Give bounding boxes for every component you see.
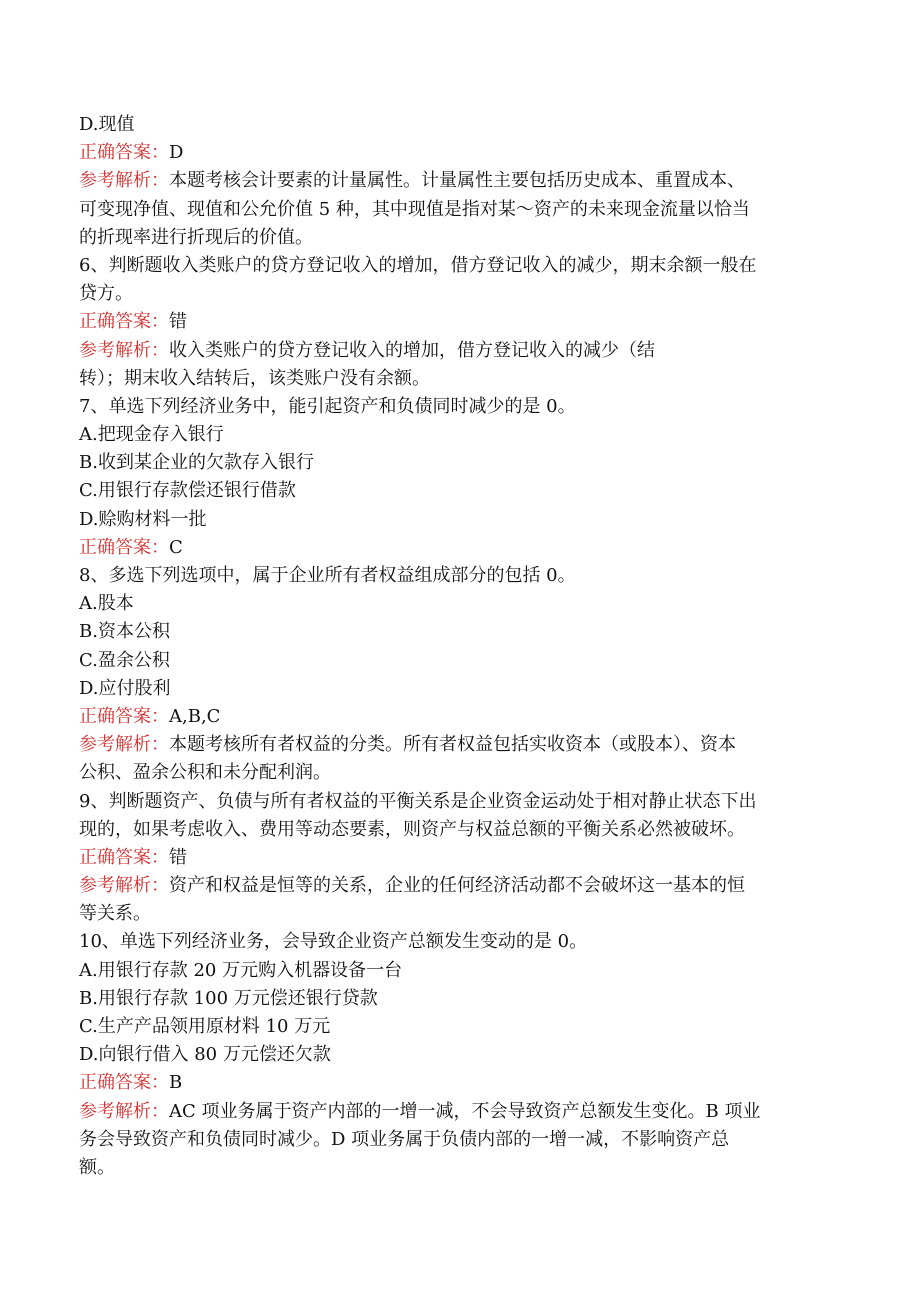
answer-line bbox=[79, 703, 839, 731]
text-line bbox=[79, 477, 839, 505]
text-line bbox=[79, 1013, 839, 1041]
line-text: A,B,C bbox=[169, 705, 221, 727]
line-text: 错 bbox=[169, 846, 187, 868]
answer-label: 正确答案： bbox=[79, 142, 169, 164]
line-text: C.盈余公积 bbox=[79, 649, 170, 671]
text-line bbox=[79, 788, 839, 816]
line-text: D.向银行借入 80 万元偿还欠款 bbox=[79, 1044, 331, 1066]
line-text: 额。 bbox=[79, 1156, 115, 1178]
text-line bbox=[79, 393, 839, 421]
line-text: 可变现净值、现值和公允价值 5 种，其中现值是指对某～资产的未来现金流量以恰当 bbox=[79, 198, 750, 220]
answer-line bbox=[79, 844, 839, 872]
line-text: 务会导致资产和负债同时减少。D 项业务属于负债内部的一增一减，不影响资产总 bbox=[79, 1128, 730, 1150]
line-text: 9、判断题资产、负债与所有者权益的平衡关系是企业资金运动处于相对静止状态下出 bbox=[79, 790, 757, 812]
line-text: B.资本公积 bbox=[79, 621, 170, 643]
text-line bbox=[79, 985, 839, 1013]
text-line bbox=[79, 280, 839, 308]
explanation-line bbox=[79, 337, 839, 365]
text-line bbox=[79, 647, 839, 675]
explanation-label: 参考解析： bbox=[79, 170, 169, 192]
text-line bbox=[79, 1154, 839, 1182]
line-text: D.现值 bbox=[79, 114, 135, 135]
text-line bbox=[79, 111, 839, 139]
line-text: D.应付股利 bbox=[79, 677, 171, 699]
explanation-line bbox=[79, 167, 839, 195]
line-text: 8、多选下列选项中，属于企业所有者权益组成部分的包括 0。 bbox=[79, 565, 576, 586]
line-text: 6、判断题收入类账户的贷方登记收入的增加，借方登记收入的减少，期末余额一般在 bbox=[79, 254, 757, 276]
answer-label: 正确答案： bbox=[79, 1072, 169, 1094]
line-text: D bbox=[169, 142, 184, 164]
answer-label: 正确答案： bbox=[79, 846, 169, 868]
text-line bbox=[79, 196, 839, 224]
explanation-label: 参考解析： bbox=[79, 734, 169, 756]
text-line bbox=[79, 928, 839, 956]
line-text: 的折现率进行折现后的价值。 bbox=[79, 226, 313, 248]
text-line bbox=[79, 759, 839, 787]
explanation-line bbox=[79, 872, 839, 900]
line-text: 等关系。 bbox=[79, 903, 151, 925]
line-text: 转）；期末收入结转后，该类账户没有余额。 bbox=[79, 367, 430, 389]
answer-line bbox=[79, 308, 839, 336]
line-text: 本题考核会计要素的计量属性。计量属性主要包括历史成本、重置成本、 bbox=[169, 170, 745, 192]
line-text: A.把现金存入银行 bbox=[79, 424, 224, 446]
line-text: 贷方。 bbox=[79, 283, 133, 305]
text-line bbox=[79, 618, 839, 646]
answer-label: 正确答案： bbox=[79, 311, 169, 333]
line-text: 错 bbox=[169, 311, 187, 333]
explanation-line bbox=[79, 731, 839, 759]
text-line bbox=[79, 900, 839, 928]
line-text: B.收到某企业的欠款存入银行 bbox=[79, 452, 314, 474]
text-line bbox=[79, 590, 839, 618]
text-line bbox=[79, 365, 839, 393]
line-text: AC 项业务属于资产内部的一增一减，不会导致资产总额发生变化。B 项业 bbox=[169, 1100, 761, 1122]
answer-label: 正确答案： bbox=[79, 536, 169, 558]
answer-line bbox=[79, 139, 839, 167]
answer-label: 正确答案： bbox=[79, 705, 169, 727]
text-line bbox=[79, 506, 839, 534]
line-text: 收入类账户的贷方登记收入的增加，借方登记收入的减少（结 bbox=[169, 339, 655, 361]
line-text: C.生产产品领用原材料 10 万元 bbox=[79, 1016, 331, 1037]
explanation-line bbox=[79, 1098, 839, 1126]
text-line bbox=[79, 1126, 839, 1154]
line-text: 7、单选下列经济业务中，能引起资产和负债同时减少的是 0。 bbox=[79, 395, 576, 417]
text-line bbox=[79, 421, 839, 449]
question-content bbox=[79, 111, 839, 1182]
line-text: A.股本 bbox=[79, 593, 134, 615]
text-line bbox=[79, 224, 839, 252]
text-line bbox=[79, 957, 839, 985]
text-line bbox=[79, 449, 839, 477]
line-text: 现的，如果考虑收入、费用等动态要素，则资产与权益总额的平衡关系必然被破坏。 bbox=[79, 818, 745, 840]
explanation-label: 参考解析： bbox=[79, 1100, 169, 1122]
text-line bbox=[79, 252, 839, 280]
explanation-label: 参考解析： bbox=[79, 339, 169, 361]
line-text: A.用银行存款 20 万元购入机器设备一台 bbox=[79, 959, 403, 981]
text-line bbox=[79, 1041, 839, 1069]
line-text: B.用银行存款 100 万元偿还银行贷款 bbox=[79, 987, 378, 1009]
line-text: 10、单选下列经济业务，会导致企业资产总额发生变动的是 0。 bbox=[79, 931, 588, 953]
line-text: 资产和权益是恒等的关系，企业的任何经济活动都不会破坏这一基本的恒 bbox=[169, 875, 745, 897]
text-line bbox=[79, 816, 839, 844]
answer-line bbox=[79, 534, 839, 562]
explanation-label: 参考解析： bbox=[79, 875, 169, 897]
line-text: D.赊购材料一批 bbox=[79, 508, 207, 530]
text-line bbox=[79, 562, 839, 590]
line-text: C.用银行存款偿还银行借款 bbox=[79, 480, 296, 502]
line-text: 公积、盈余公积和未分配利润。 bbox=[79, 762, 331, 784]
line-text: B bbox=[169, 1072, 183, 1094]
answer-line bbox=[79, 1069, 839, 1097]
text-line bbox=[79, 675, 839, 703]
line-text: C bbox=[169, 536, 183, 558]
line-text: 本题考核所有者权益的分类。所有者权益包括实收资本（或股本）、资本 bbox=[169, 734, 736, 756]
